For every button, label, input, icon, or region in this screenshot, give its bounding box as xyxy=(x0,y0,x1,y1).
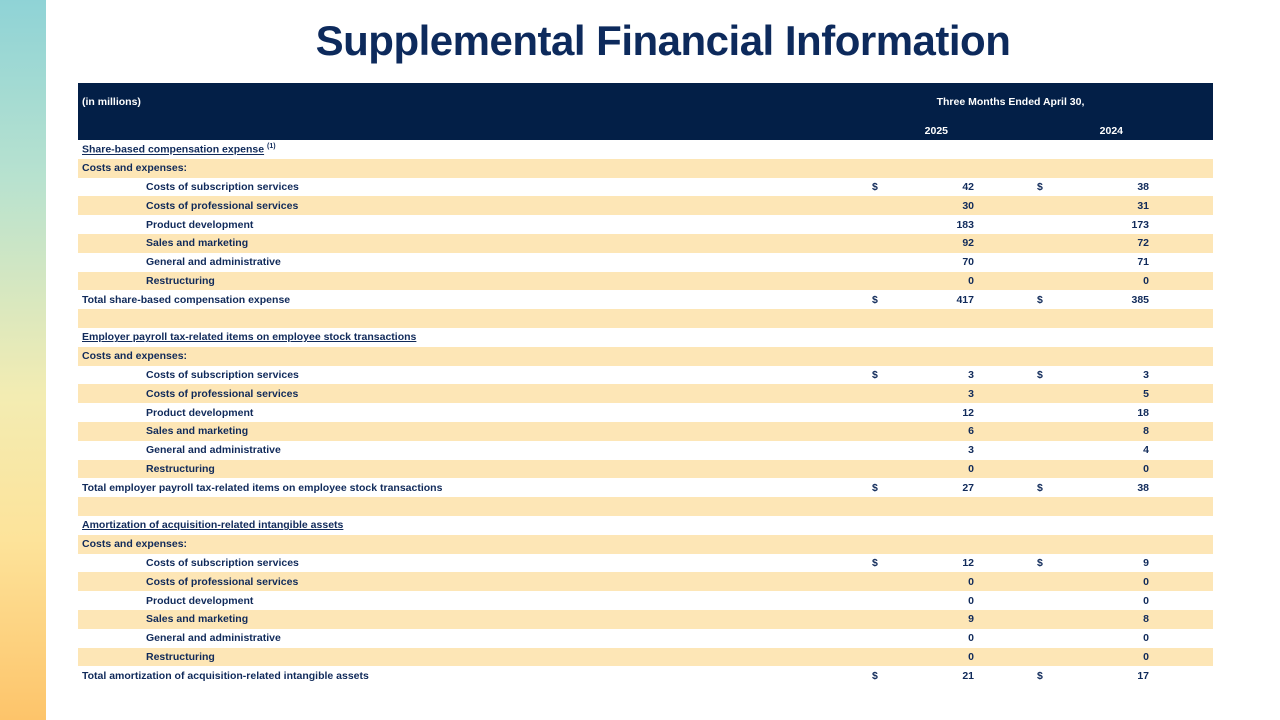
row-label: General and administrative xyxy=(146,256,281,269)
currency-2024 xyxy=(1033,253,1053,272)
total-row xyxy=(78,666,1213,685)
currency-2025 xyxy=(868,460,888,479)
currency-2025 xyxy=(868,591,888,610)
row-label: Costs of professional services xyxy=(78,196,868,215)
value-2025: 3 xyxy=(968,444,974,457)
value-2024: 18 xyxy=(1137,406,1150,419)
value-2025: 0 xyxy=(888,272,978,291)
row-label: Costs of subscription services xyxy=(146,556,299,569)
section-heading-row xyxy=(78,140,1213,159)
currency-2024: $ xyxy=(1037,180,1043,193)
row-label: Costs of professional services xyxy=(78,572,868,591)
currency-2025: $ xyxy=(872,481,878,494)
footnote-marker: (1) xyxy=(267,143,276,151)
currency-2024 xyxy=(1033,610,1053,629)
section-heading: Amortization of acquisition-related intangible assets xyxy=(82,519,344,532)
row-label: Restructuring xyxy=(78,460,868,479)
section-subheading: Costs and expenses: xyxy=(78,159,1213,178)
unit-label: (in millions) xyxy=(82,96,141,108)
currency-2024 xyxy=(1033,272,1053,291)
row-label: Sales and marketing xyxy=(78,610,868,629)
row-label: Total employer payroll tax-related items on employee stock transactions xyxy=(82,481,443,494)
currency-2024 xyxy=(1033,648,1053,667)
currency-2025: $ xyxy=(872,293,878,306)
currency-2024 xyxy=(1033,460,1053,479)
section-heading: Share-based compensation expense xyxy=(82,143,265,156)
value-2025: 0 xyxy=(968,632,974,645)
currency-2024 xyxy=(1033,572,1053,591)
total-row xyxy=(78,478,1213,497)
currency-2024 xyxy=(1033,629,1053,648)
currency-2024: $ xyxy=(1037,669,1043,682)
spacer-row xyxy=(78,309,1213,328)
value-2024: 71 xyxy=(1137,256,1150,269)
table-row xyxy=(78,196,1213,215)
row-label: Costs of professional services xyxy=(78,384,868,403)
section-heading-row xyxy=(78,516,1213,535)
financial-table xyxy=(78,83,1213,685)
value-2024: 8 xyxy=(1053,610,1153,629)
value-2024: 0 xyxy=(1053,572,1153,591)
value-2024: 4 xyxy=(1143,444,1150,457)
value-2024: 173 xyxy=(1131,218,1150,231)
value-2024: 0 xyxy=(1143,594,1150,607)
section-subheading-row xyxy=(78,347,1213,366)
table-row xyxy=(78,253,1213,272)
row-label: Costs of subscription services xyxy=(146,180,299,193)
table-row xyxy=(78,572,1213,591)
currency-2025 xyxy=(868,384,888,403)
value-2025: 12 xyxy=(962,556,974,569)
table-row xyxy=(78,629,1213,648)
currency-2024 xyxy=(1033,215,1053,234)
row-label: Product development xyxy=(146,594,254,607)
currency-2025 xyxy=(868,422,888,441)
currency-2024 xyxy=(1033,441,1053,460)
row-label: Restructuring xyxy=(78,272,868,291)
value-2024: 0 xyxy=(1053,272,1153,291)
page-title: Supplemental Financial Information xyxy=(315,17,1011,64)
row-label: General and administrative xyxy=(146,444,281,457)
value-2025: 3 xyxy=(968,368,974,381)
currency-2024: $ xyxy=(1037,481,1043,494)
value-2025: 3 xyxy=(888,384,978,403)
table-row xyxy=(78,178,1213,197)
value-2025: 9 xyxy=(888,610,978,629)
table-row xyxy=(78,591,1213,610)
table-row xyxy=(78,441,1213,460)
value-2025: 6 xyxy=(888,422,978,441)
value-2024: 0 xyxy=(1053,460,1153,479)
value-2025: 0 xyxy=(888,460,978,479)
section-heading-row xyxy=(78,328,1213,347)
currency-2025 xyxy=(868,253,888,272)
value-2025: 0 xyxy=(888,572,978,591)
currency-2025 xyxy=(868,215,888,234)
currency-2025 xyxy=(868,441,888,460)
value-2024: 0 xyxy=(1053,648,1153,667)
value-2024: 5 xyxy=(1053,384,1153,403)
currency-2025 xyxy=(868,572,888,591)
table-row xyxy=(78,403,1213,422)
row-label: Product development xyxy=(146,218,254,231)
value-2024: 8 xyxy=(1053,422,1153,441)
value-2025: 92 xyxy=(888,234,978,253)
currency-2024: $ xyxy=(1037,368,1043,381)
period-label: Three Months Ended April 30, xyxy=(936,96,1085,108)
currency-2025 xyxy=(868,403,888,422)
table-row xyxy=(78,215,1213,234)
row-label: Product development xyxy=(146,406,254,419)
value-2024: 385 xyxy=(1131,293,1150,306)
value-2025: 183 xyxy=(956,218,974,231)
value-2024: 38 xyxy=(1137,180,1150,193)
currency-2025 xyxy=(868,629,888,648)
row-label: Sales and marketing xyxy=(78,234,868,253)
spacer-row xyxy=(78,497,1213,516)
currency-2024: $ xyxy=(1037,293,1043,306)
value-2025: 12 xyxy=(962,406,974,419)
currency-2025 xyxy=(868,234,888,253)
section-subheading-row xyxy=(78,535,1213,554)
table-body xyxy=(78,83,1213,685)
table-row xyxy=(78,648,1213,667)
currency-2025 xyxy=(868,272,888,291)
table-row xyxy=(78,272,1213,291)
currency-2025 xyxy=(868,196,888,215)
currency-2025: $ xyxy=(872,669,878,682)
section-subheading-row xyxy=(78,159,1213,178)
currency-2025: $ xyxy=(872,180,878,193)
currency-2025: $ xyxy=(872,556,878,569)
value-2025: 27 xyxy=(962,481,974,494)
section-heading: Employer payroll tax-related items on employee stock transactions xyxy=(82,331,417,344)
value-2025: 21 xyxy=(962,669,974,682)
value-2024: 38 xyxy=(1137,481,1150,494)
value-2024: 0 xyxy=(1143,632,1150,645)
table-row xyxy=(78,460,1213,479)
value-2024: 3 xyxy=(1143,368,1150,381)
currency-2024 xyxy=(1033,422,1053,441)
row-label: General and administrative xyxy=(146,632,281,645)
row-label: Total share-based compensation expense xyxy=(82,293,291,306)
value-2024: 9 xyxy=(1143,556,1150,569)
table-row xyxy=(78,234,1213,253)
value-2025: 0 xyxy=(888,648,978,667)
table-row xyxy=(78,554,1213,573)
currency-2024: $ xyxy=(1037,556,1043,569)
row-label: Restructuring xyxy=(78,648,868,667)
currency-2024 xyxy=(1033,403,1053,422)
value-2025: 30 xyxy=(888,196,978,215)
value-2025: 42 xyxy=(962,180,974,193)
table-year-row xyxy=(78,121,1213,140)
currency-2025 xyxy=(868,610,888,629)
value-2024: 17 xyxy=(1137,669,1150,682)
value-2025: 70 xyxy=(962,256,974,269)
table-row xyxy=(78,384,1213,403)
year-2024-header: 2024 xyxy=(1099,124,1124,137)
value-2025: 0 xyxy=(968,594,974,607)
table-row xyxy=(78,366,1213,385)
value-2024: 72 xyxy=(1053,234,1153,253)
currency-2024 xyxy=(1033,591,1053,610)
section-subheading: Costs and expenses: xyxy=(78,535,1213,554)
table-header-row xyxy=(78,83,1213,121)
currency-2025: $ xyxy=(872,368,878,381)
row-label: Total amortization of acquisition-related intangible assets xyxy=(82,669,369,682)
value-2024: 31 xyxy=(1053,196,1153,215)
table-row xyxy=(78,422,1213,441)
currency-2024 xyxy=(1033,234,1053,253)
table-row xyxy=(78,610,1213,629)
value-2025: 417 xyxy=(956,293,974,306)
currency-2024 xyxy=(1033,384,1053,403)
currency-2025 xyxy=(868,648,888,667)
year-2025-header: 2025 xyxy=(924,124,948,137)
row-label: Sales and marketing xyxy=(78,422,868,441)
section-subheading: Costs and expenses: xyxy=(78,347,1213,366)
decorative-gradient-bar xyxy=(0,0,46,720)
total-row xyxy=(78,290,1213,309)
row-label: Costs of subscription services xyxy=(146,368,299,381)
currency-2024 xyxy=(1033,196,1053,215)
